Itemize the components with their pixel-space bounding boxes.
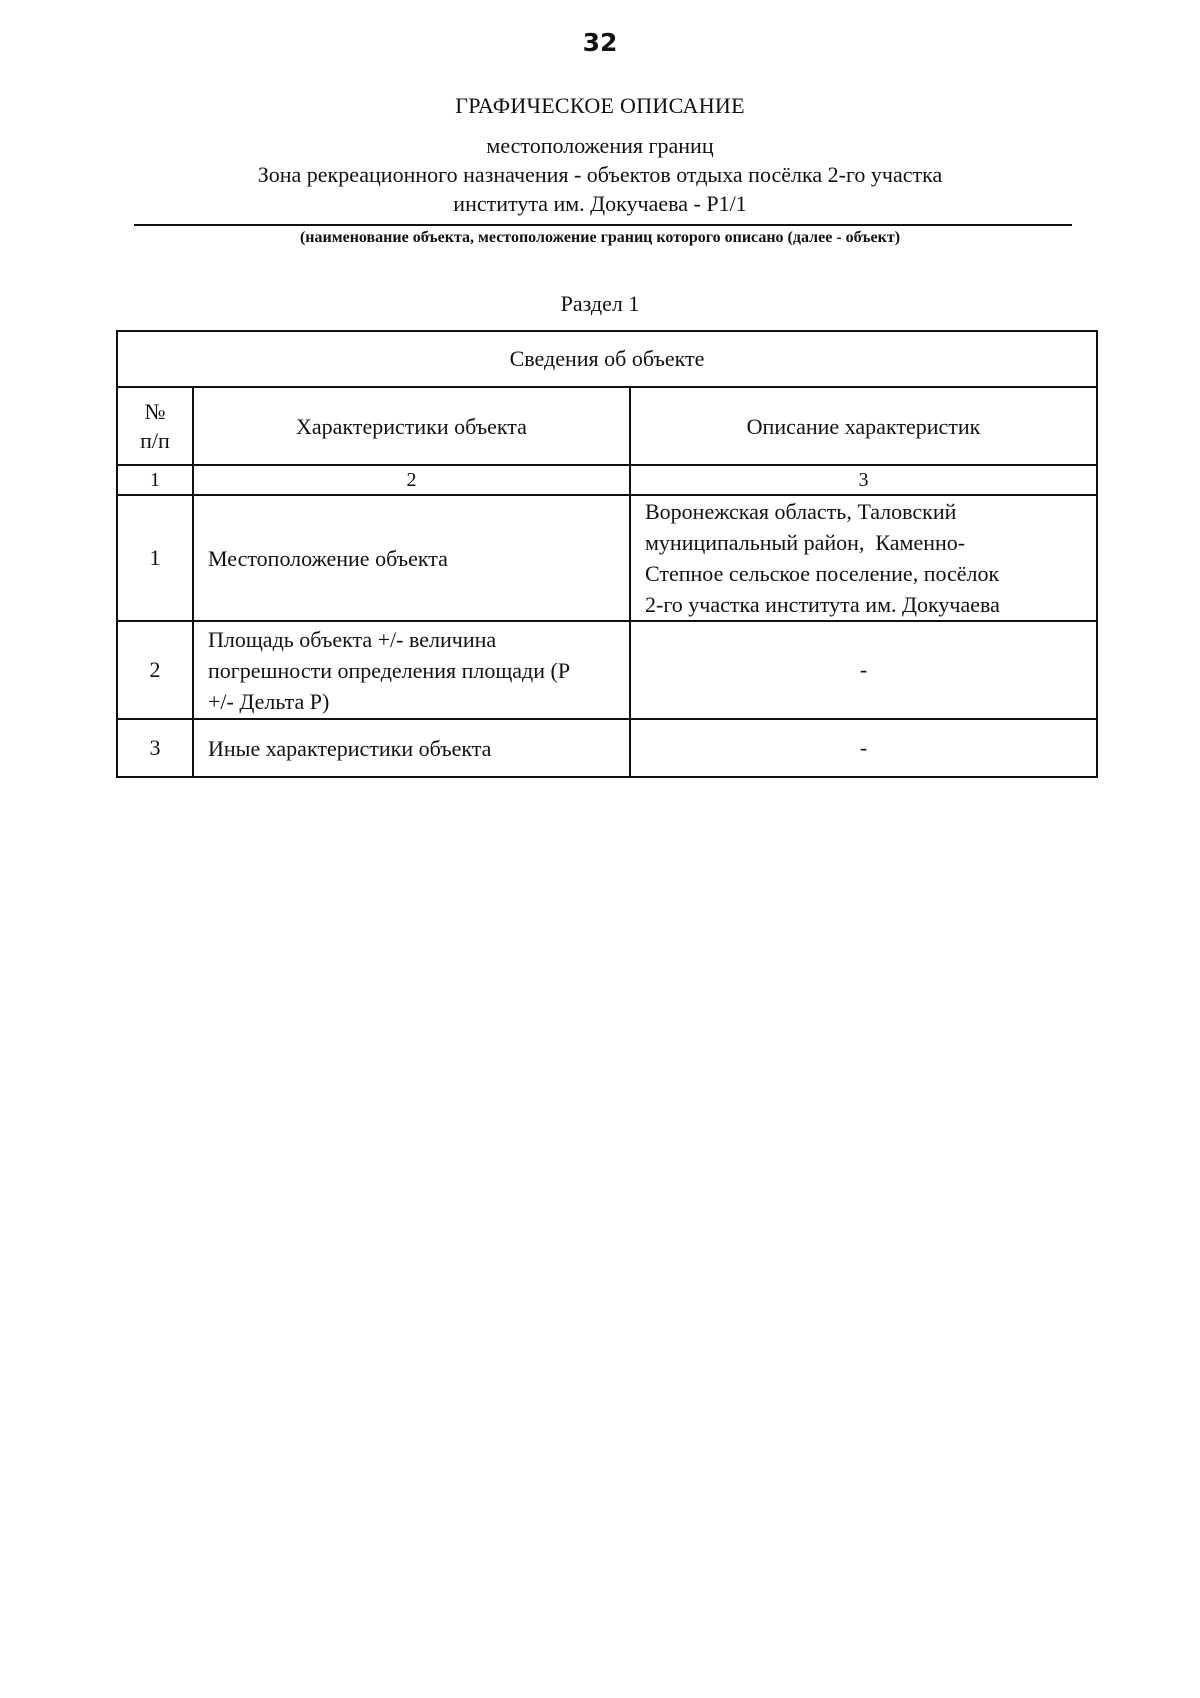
- subtitle-line: местоположения границ: [486, 133, 714, 158]
- location-description: [130, 131, 1070, 218]
- table-caption-row: [117, 331, 1097, 387]
- header-description: Описание характеристик: [630, 387, 1097, 465]
- page-number: 32: [582, 28, 618, 57]
- document-title: ГРАФИЧЕСКОЕ ОПИСАНИЕ: [455, 93, 745, 118]
- row-description: -: [630, 719, 1097, 777]
- description-line: 2-го участка института им. Докучаева: [645, 592, 1000, 617]
- description-line: Воронежская область, Таловский: [645, 499, 957, 524]
- object-info-table: [116, 330, 1098, 778]
- header-number-sign: №: [144, 399, 166, 424]
- table-row: [117, 719, 1097, 777]
- header-characteristics: Характеристики объекта: [193, 387, 630, 465]
- row-number: 3: [117, 719, 193, 777]
- header-number: [117, 387, 193, 465]
- characteristic-line: +/- Дельта Р): [208, 688, 330, 714]
- column-index: 2: [193, 465, 630, 495]
- description-line: муниципальный район, Каменно-: [645, 530, 966, 555]
- column-index-row: [117, 465, 1097, 495]
- object-caption: (наименование объекта, местоположение границ которого описано (далее - объект): [299, 229, 901, 246]
- subtitle-line: Зона рекреационного назначения - объектов отдыха посёлка 2-го участка: [257, 162, 943, 187]
- row-characteristic: Местоположение объекта: [193, 495, 630, 621]
- title-underline: [134, 224, 1072, 226]
- column-index: 1: [117, 465, 193, 495]
- table-caption: Сведения об объекте: [117, 331, 1097, 387]
- row-description: [630, 495, 1097, 621]
- header-number-abbrev: п/п: [140, 428, 170, 453]
- row-characteristic: [193, 621, 630, 719]
- row-number: 2: [117, 621, 193, 719]
- characteristic-line: погрешности определения площади (Р: [208, 657, 571, 683]
- table-row: [117, 495, 1097, 621]
- characteristic-line: Площадь объекта +/- величина: [208, 626, 497, 652]
- table-row: [117, 621, 1097, 719]
- description-line: Степное сельское поселение, посёлок: [645, 561, 1000, 586]
- row-description: -: [630, 621, 1097, 719]
- row-characteristic: Иные характеристики объекта: [193, 719, 630, 777]
- subtitle-line: института им. Докучаева - Р1/1: [453, 191, 747, 216]
- section-heading: Раздел 1: [560, 291, 640, 316]
- column-index: 3: [630, 465, 1097, 495]
- table-header-row: [117, 387, 1097, 465]
- row-number: 1: [117, 495, 193, 621]
